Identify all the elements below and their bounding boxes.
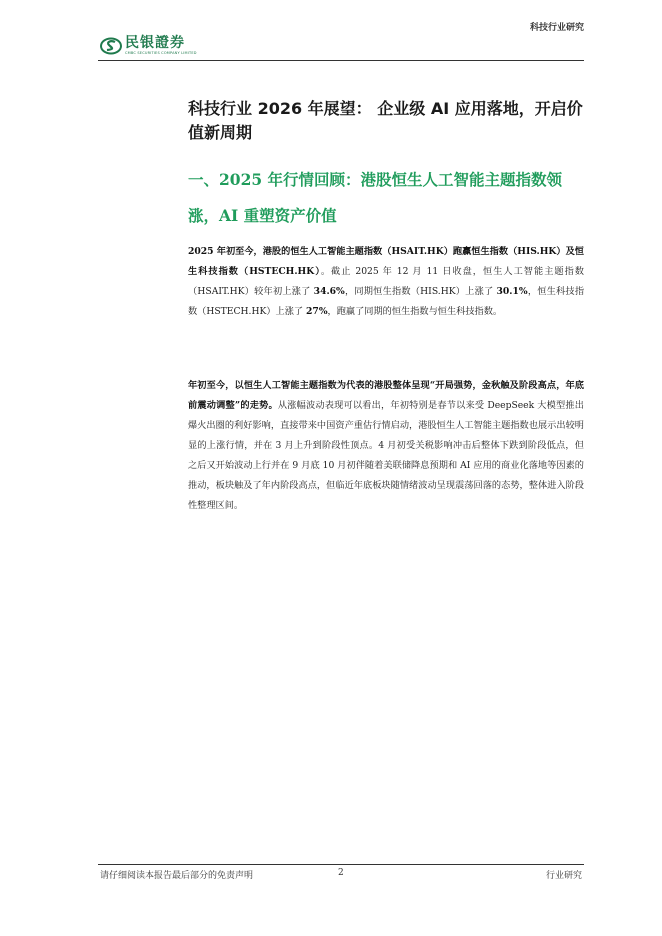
paragraph-lead: 年初至今，以恒生人工智能主题指数为代表的港股整体呈现“开局强势，金秋触及阶段高点，年底前震动调整”的走势。 — [188, 380, 584, 411]
logo-text: 民银證券 — [125, 35, 185, 51]
his-gain-value: 30.1% — [496, 286, 528, 297]
paragraph-market-trend — [188, 376, 584, 516]
logo-subtext: CMBC SECURITIES COMPANY LIMITED — [125, 51, 197, 55]
hstech-gain-value: 27% — [306, 306, 328, 317]
footer-report-type: 行业研究 — [545, 871, 582, 881]
header-report-type: 科技行业研究 — [529, 23, 584, 33]
paragraph-index-performance: 2025 年初至今，港股的恒生人工智能主题指数（HSAIT.HK）跑赢恒生指数（HIS.HK）及恒生科技指数（HSTECH.HK）。截止 2025 年 12 月 11 日收盘，恒生人工智能主题指数（HSAIT.HK）较年初上涨了 34.6%，同期恒生指数（HIS.HK）上涨了 30.1%，恒生科技指数（HSTECH.HK）上涨了 27%，跑赢了同期的恒生指数与恒生科技指数。 — [188, 246, 585, 317]
paragraph-lead: 2025 年初至今，港股的恒生人工智能主题指数（HSAIT.HK）跑赢恒生指数（HIS.HK）及恒生科技指数（HSTECH.HK） — [188, 246, 584, 277]
company-logo — [100, 36, 197, 56]
logo-icon — [100, 37, 122, 55]
section-heading: 一、2025 年行情回顾：港股恒生人工智能主题指数领涨，AI 重塑资产价值 — [188, 170, 563, 225]
footer-disclaimer: 请仔细阅读本报告最后部分的免责声明 — [100, 871, 254, 881]
hsait-gain-value: 34.6% — [313, 286, 345, 297]
report-title: 科技行业 2026 年展望： 企业级 AI 应用落地，开启价值新周期 — [188, 99, 583, 142]
footer-divider — [98, 864, 584, 865]
paragraph-body: 从涨幅波动表现可以看出，年初特别是春节以来受 DeepSeek 大模型推出爆火出圈的利好影响，直接带来中国资产重估行情启动，港股恒生人工智能主题指数也展示出较明显的上涨行情，并在 3 月上升到阶段性顶点。4 月初受关税影响冲击后整体下跌到阶段低点，但之后又开始波动上行并在 9 月底 10 月初伴随着美联储降息预期和 AI 应用的商业化落地等因素的推动，板块触及了年内阶段高点，但临近年底板块随情绪波动呈现震荡回落的态势，整体进入阶段性整理区间。 — [188, 400, 584, 511]
header-divider — [98, 60, 584, 61]
page-number: 2 — [338, 868, 344, 878]
